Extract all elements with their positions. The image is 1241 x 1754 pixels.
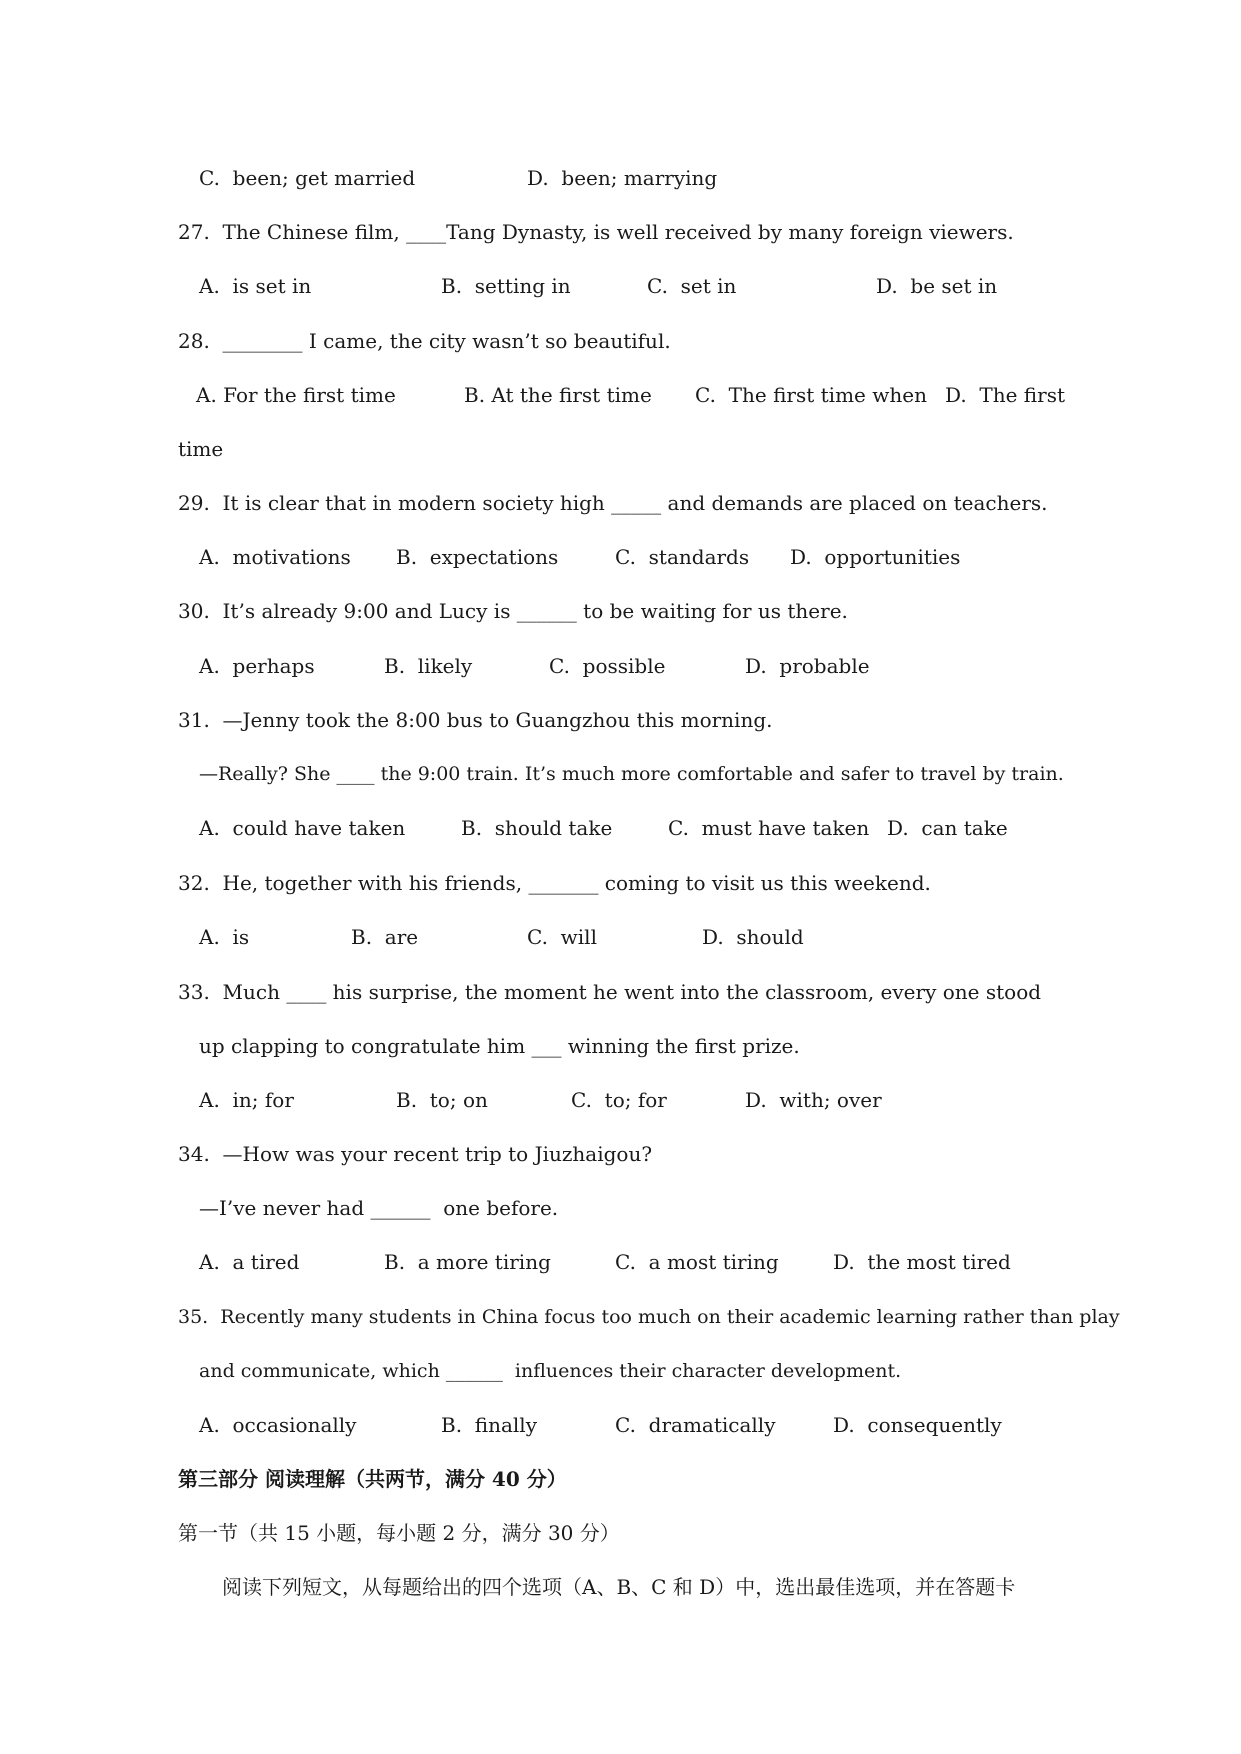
q30-option-c: C. possible	[549, 654, 666, 678]
q29-option-b: B. expectations	[396, 545, 559, 569]
q32-option-b: B. are	[351, 925, 419, 949]
q30-option-b: B. likely	[384, 654, 473, 678]
q34-option-b: B. a more tiring	[384, 1250, 551, 1274]
q28-option-c: C. The first time when	[695, 383, 927, 407]
q35-option-b: B. finally	[441, 1413, 538, 1437]
q35-stem: 35. Recently many students in China focus too much on their academic learning rather than play	[178, 1306, 1120, 1328]
q33-option-c: C. to; for	[571, 1088, 667, 1112]
q34-option-d: D. the most tired	[833, 1250, 1011, 1274]
q30-option-d: D. probable	[745, 654, 870, 678]
q27-option-b: B. setting in	[441, 274, 571, 298]
q32-option-d: D. should	[702, 925, 804, 949]
q27-option-c: C. set in	[647, 274, 737, 298]
q34-stem: 34. —How was your recent trip to Jiuzhaigou?	[178, 1142, 653, 1166]
q34-reply: —I’ve never had ______ one before.	[199, 1196, 559, 1220]
q31-option-a: A. could have taken	[199, 816, 406, 840]
q31-option-d: D. can take	[887, 816, 1008, 840]
q31-stem: 31. —Jenny took the 8:00 bus to Guangzhou this morning.	[178, 708, 773, 732]
q35-option-d: D. consequently	[833, 1413, 1002, 1437]
q29-option-d: D. opportunities	[790, 545, 961, 569]
q34-option-c: C. a most tiring	[615, 1250, 779, 1274]
q30-stem: 30. It’s already 9:00 and Lucy is ______ to be waiting for us there.	[178, 599, 848, 623]
q35-option-a: A. occasionally	[199, 1413, 357, 1437]
q33-option-d: D. with; over	[745, 1088, 882, 1112]
q32-stem: 32. He, together with his friends, _______ coming to visit us this weekend.	[178, 871, 931, 895]
q28-option-d: D. The first	[945, 383, 1066, 407]
q26-option-c: C. been; get married	[199, 166, 416, 190]
q33-stem-continued: up clapping to congratulate him ___ winning the first prize.	[199, 1034, 800, 1058]
q28-option-b: B. At the first time	[464, 383, 652, 407]
q29-option-a: A. motivations	[199, 545, 351, 569]
q35-stem-continued: and communicate, which ______ influences their character development.	[199, 1360, 902, 1382]
q26-option-d: D. been; marrying	[527, 166, 718, 190]
section1-title: 第一节（共 15 小题，每小题 2 分，满分 30 分）	[178, 1521, 620, 1545]
part3-title: 第三部分 阅读理解（共两节，满分 40 分）	[178, 1467, 567, 1491]
q31-reply: —Really? She ____ the 9:00 train. It’s much more comfortable and safer to travel by train.	[199, 763, 1064, 785]
reading-instruction: 阅读下列短文，从每题给出的四个选项（A、B、C 和 D）中，选出最佳选项，并在答题卡	[222, 1575, 1016, 1599]
q28-option-d-wrap: time	[178, 437, 224, 461]
q33-option-a: A. in; for	[199, 1088, 294, 1112]
q32-option-c: C. will	[527, 925, 597, 949]
q33-option-b: B. to; on	[396, 1088, 488, 1112]
q28-option-a: A. For the first time	[196, 383, 396, 407]
q28-stem: 28. ________ I came, the city wasn’t so beautiful.	[178, 329, 671, 353]
q29-stem: 29. It is clear that in modern society high _____ and demands are placed on teachers.	[178, 491, 1048, 515]
q30-option-a: A. perhaps	[199, 654, 315, 678]
q27-stem: 27. The Chinese film, ____Tang Dynasty, is well received by many foreign viewers.	[178, 220, 1014, 244]
q31-option-c: C. must have taken	[668, 816, 870, 840]
q29-option-c: C. standards	[615, 545, 750, 569]
q34-option-a: A. a tired	[199, 1250, 300, 1274]
q27-option-d: D. be set in	[876, 274, 998, 298]
q33-stem: 33. Much ____ his surprise, the moment he went into the classroom, every one stood	[178, 980, 1042, 1004]
q31-option-b: B. should take	[461, 816, 613, 840]
q27-option-a: A. is set in	[199, 274, 312, 298]
q35-option-c: C. dramatically	[615, 1413, 776, 1437]
q32-option-a: A. is	[199, 925, 250, 949]
